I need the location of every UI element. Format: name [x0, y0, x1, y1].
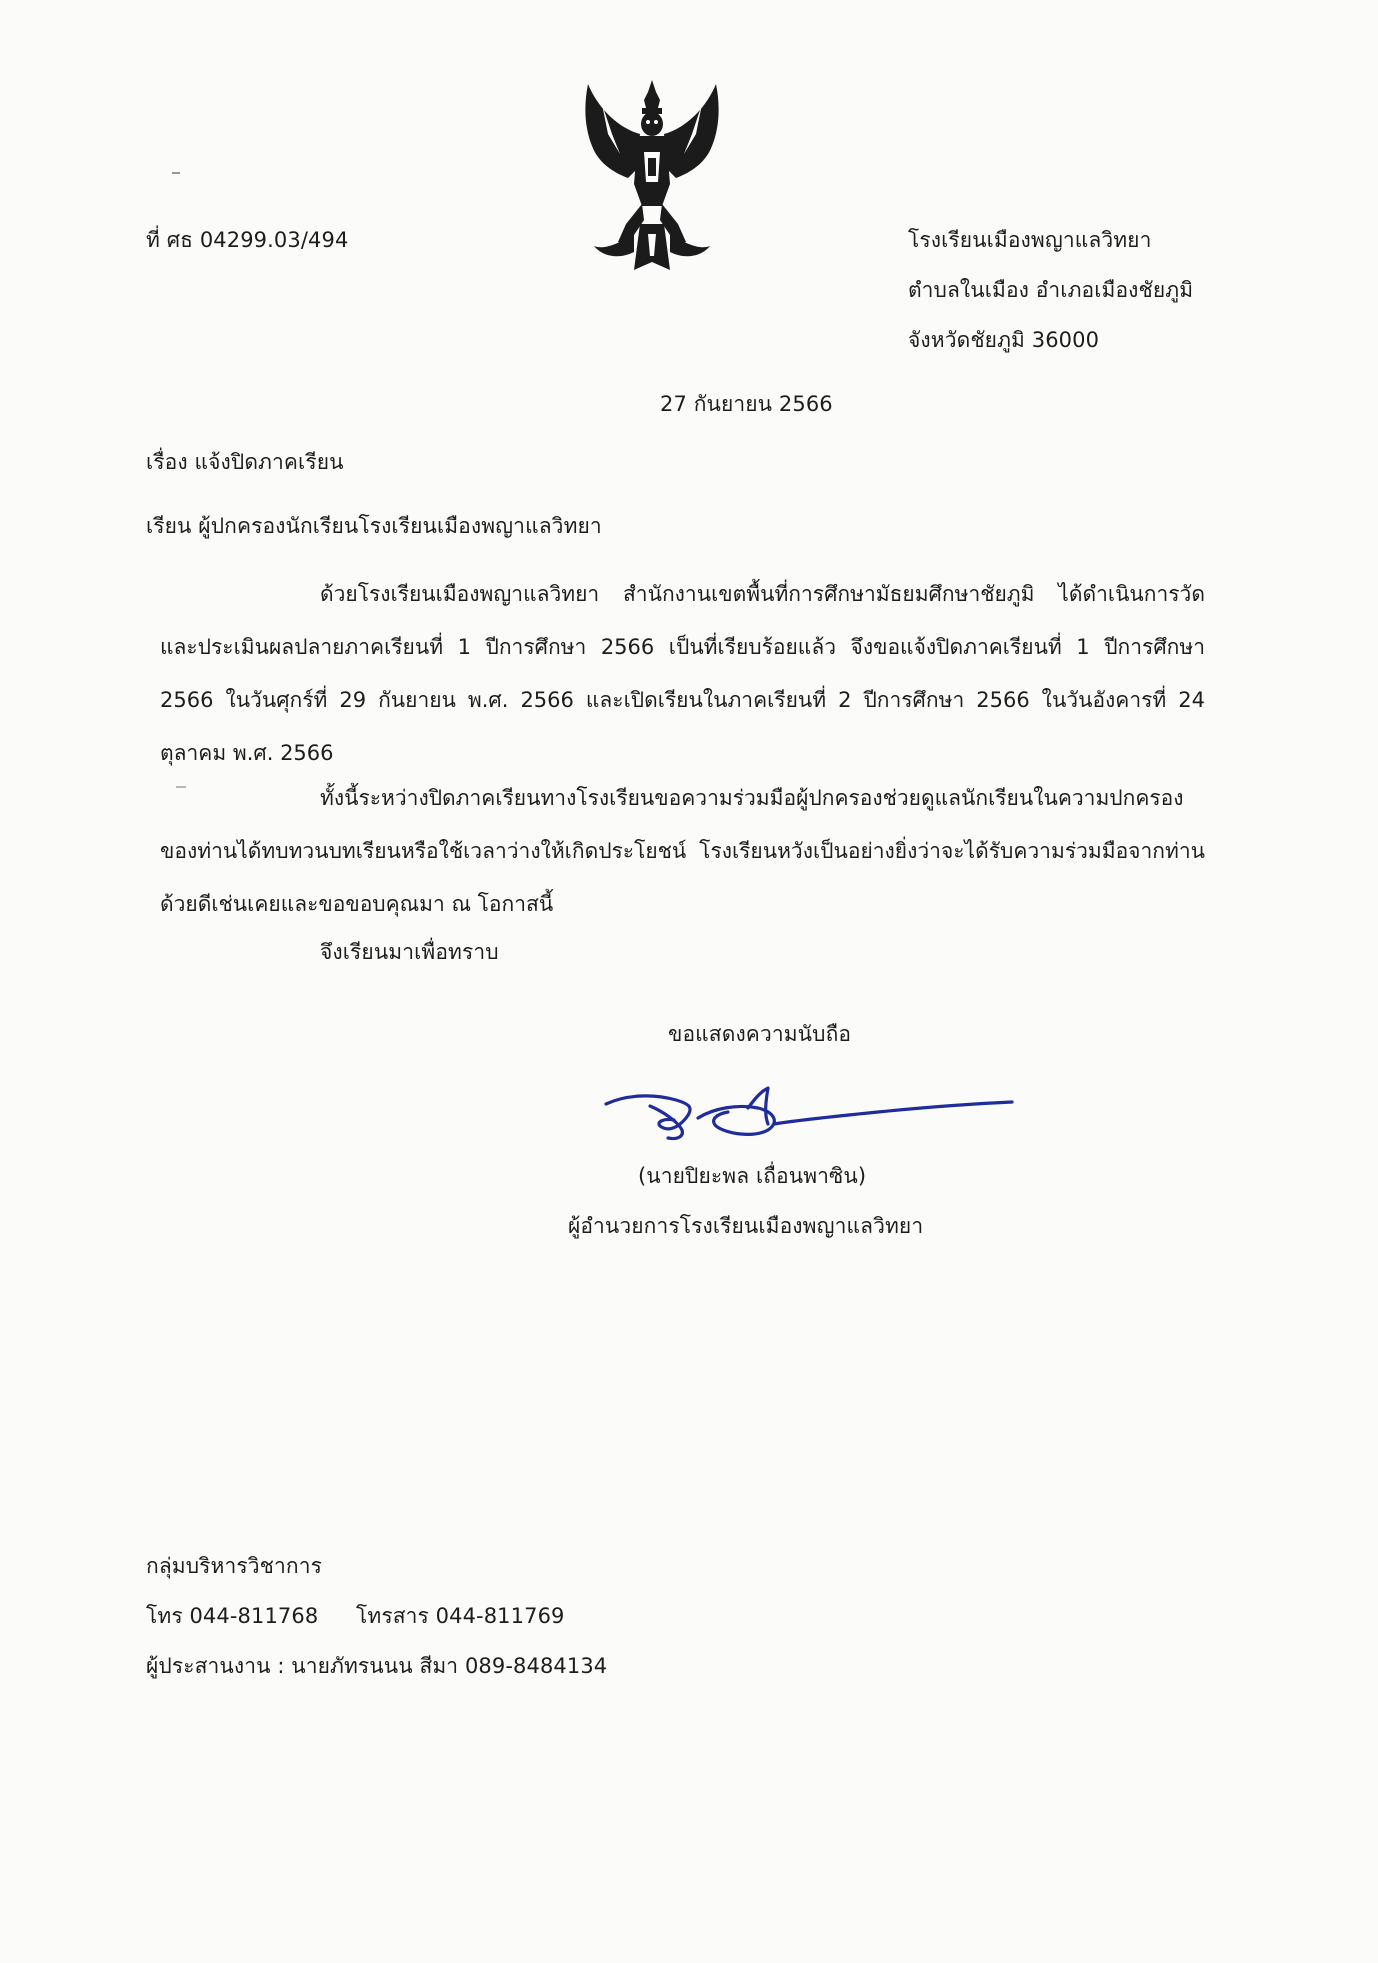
letter-subject: เรื่อง แจ้งปิดภาคเรียน [146, 450, 344, 474]
footer-coordinator: ผู้ประสานงาน : นายภัทรนนน สีมา 089-8484134 [146, 1654, 608, 1678]
school-address-line2: ตำบลในเมือง อำเภอเมืองชัยภูมิ [908, 278, 1194, 302]
footer-fax: โทรสาร 044-811769 [356, 1604, 565, 1628]
letter-recipient: เรียน ผู้ปกครองนักเรียนโรงเรียนเมืองพญาแลวิทยา [146, 514, 602, 538]
handwritten-signature-icon [598, 1078, 1018, 1148]
reference-number: ที่ ศธ 04299.03/494 [146, 228, 349, 252]
school-address-line3: จังหวัดชัยภูมิ 36000 [908, 328, 1100, 352]
body-paragraph-1 [160, 568, 1205, 780]
closing-line: จึงเรียนมาเพื่อทราบ [320, 940, 499, 964]
signer-title: ผู้อำนวยการโรงเรียนเมืองพญาแลวิทยา [568, 1214, 924, 1238]
signer-name: (นายปิยะพล เถื่อนพาซิน) [638, 1164, 867, 1188]
body-paragraph-2-text: ทั้งนี้ระหว่างปิดภาคเรียนทางโรงเรียนขอความร่วมมือผู้ปกครองช่วยดูแลนักเรียนในความปกครองของท่านได้ทบทวนบทเรียนหรือใช้เวลาว่างให้เกิดประโยชน์ โรงเรียนหวังเป็นอย่างยิ่งว่าจะได้รับความร่วมมือจากท่านด้วยดีเช่นเคยและขอขอบคุณมา ณ โอกาสนี้ [160, 786, 1205, 916]
school-address-line1: โรงเรียนเมืองพญาแลวิทยา [908, 228, 1152, 252]
body-paragraph-2 [160, 772, 1205, 931]
letter-date: 27 กันยายน 2566 [660, 392, 833, 416]
garuda-emblem-icon [578, 74, 726, 274]
complimentary-close: ขอแสดงความนับถือ [668, 1022, 852, 1046]
footer-phone: โทร 044-811768 [146, 1604, 319, 1628]
body-paragraph-1-text: ด้วยโรงเรียนเมืองพญาแลวิทยา สำนักงานเขตพื้นที่การศึกษามัธยมศึกษาชัยภูมิ ได้ดำเนินการวัดและประเมินผลปลายภาคเรียนที่ 1 ปีการศึกษา 2566 เป็นที่เรียบร้อยแล้ว จึงขอแจ้งปิดภาคเรียนที่ 1 ปีการศึกษา 2566 ในวันศุกร์ที่ 29 กันยายน พ.ศ. 2566 และเปิดเรียนในภาคเรียนที่ 2 ปีการศึกษา 2566 ในวันอังคารที่ 24 ตุลาคม พ.ศ. 2566 [160, 582, 1205, 765]
footer-department: กลุ่มบริหารวิชาการ [146, 1554, 322, 1578]
